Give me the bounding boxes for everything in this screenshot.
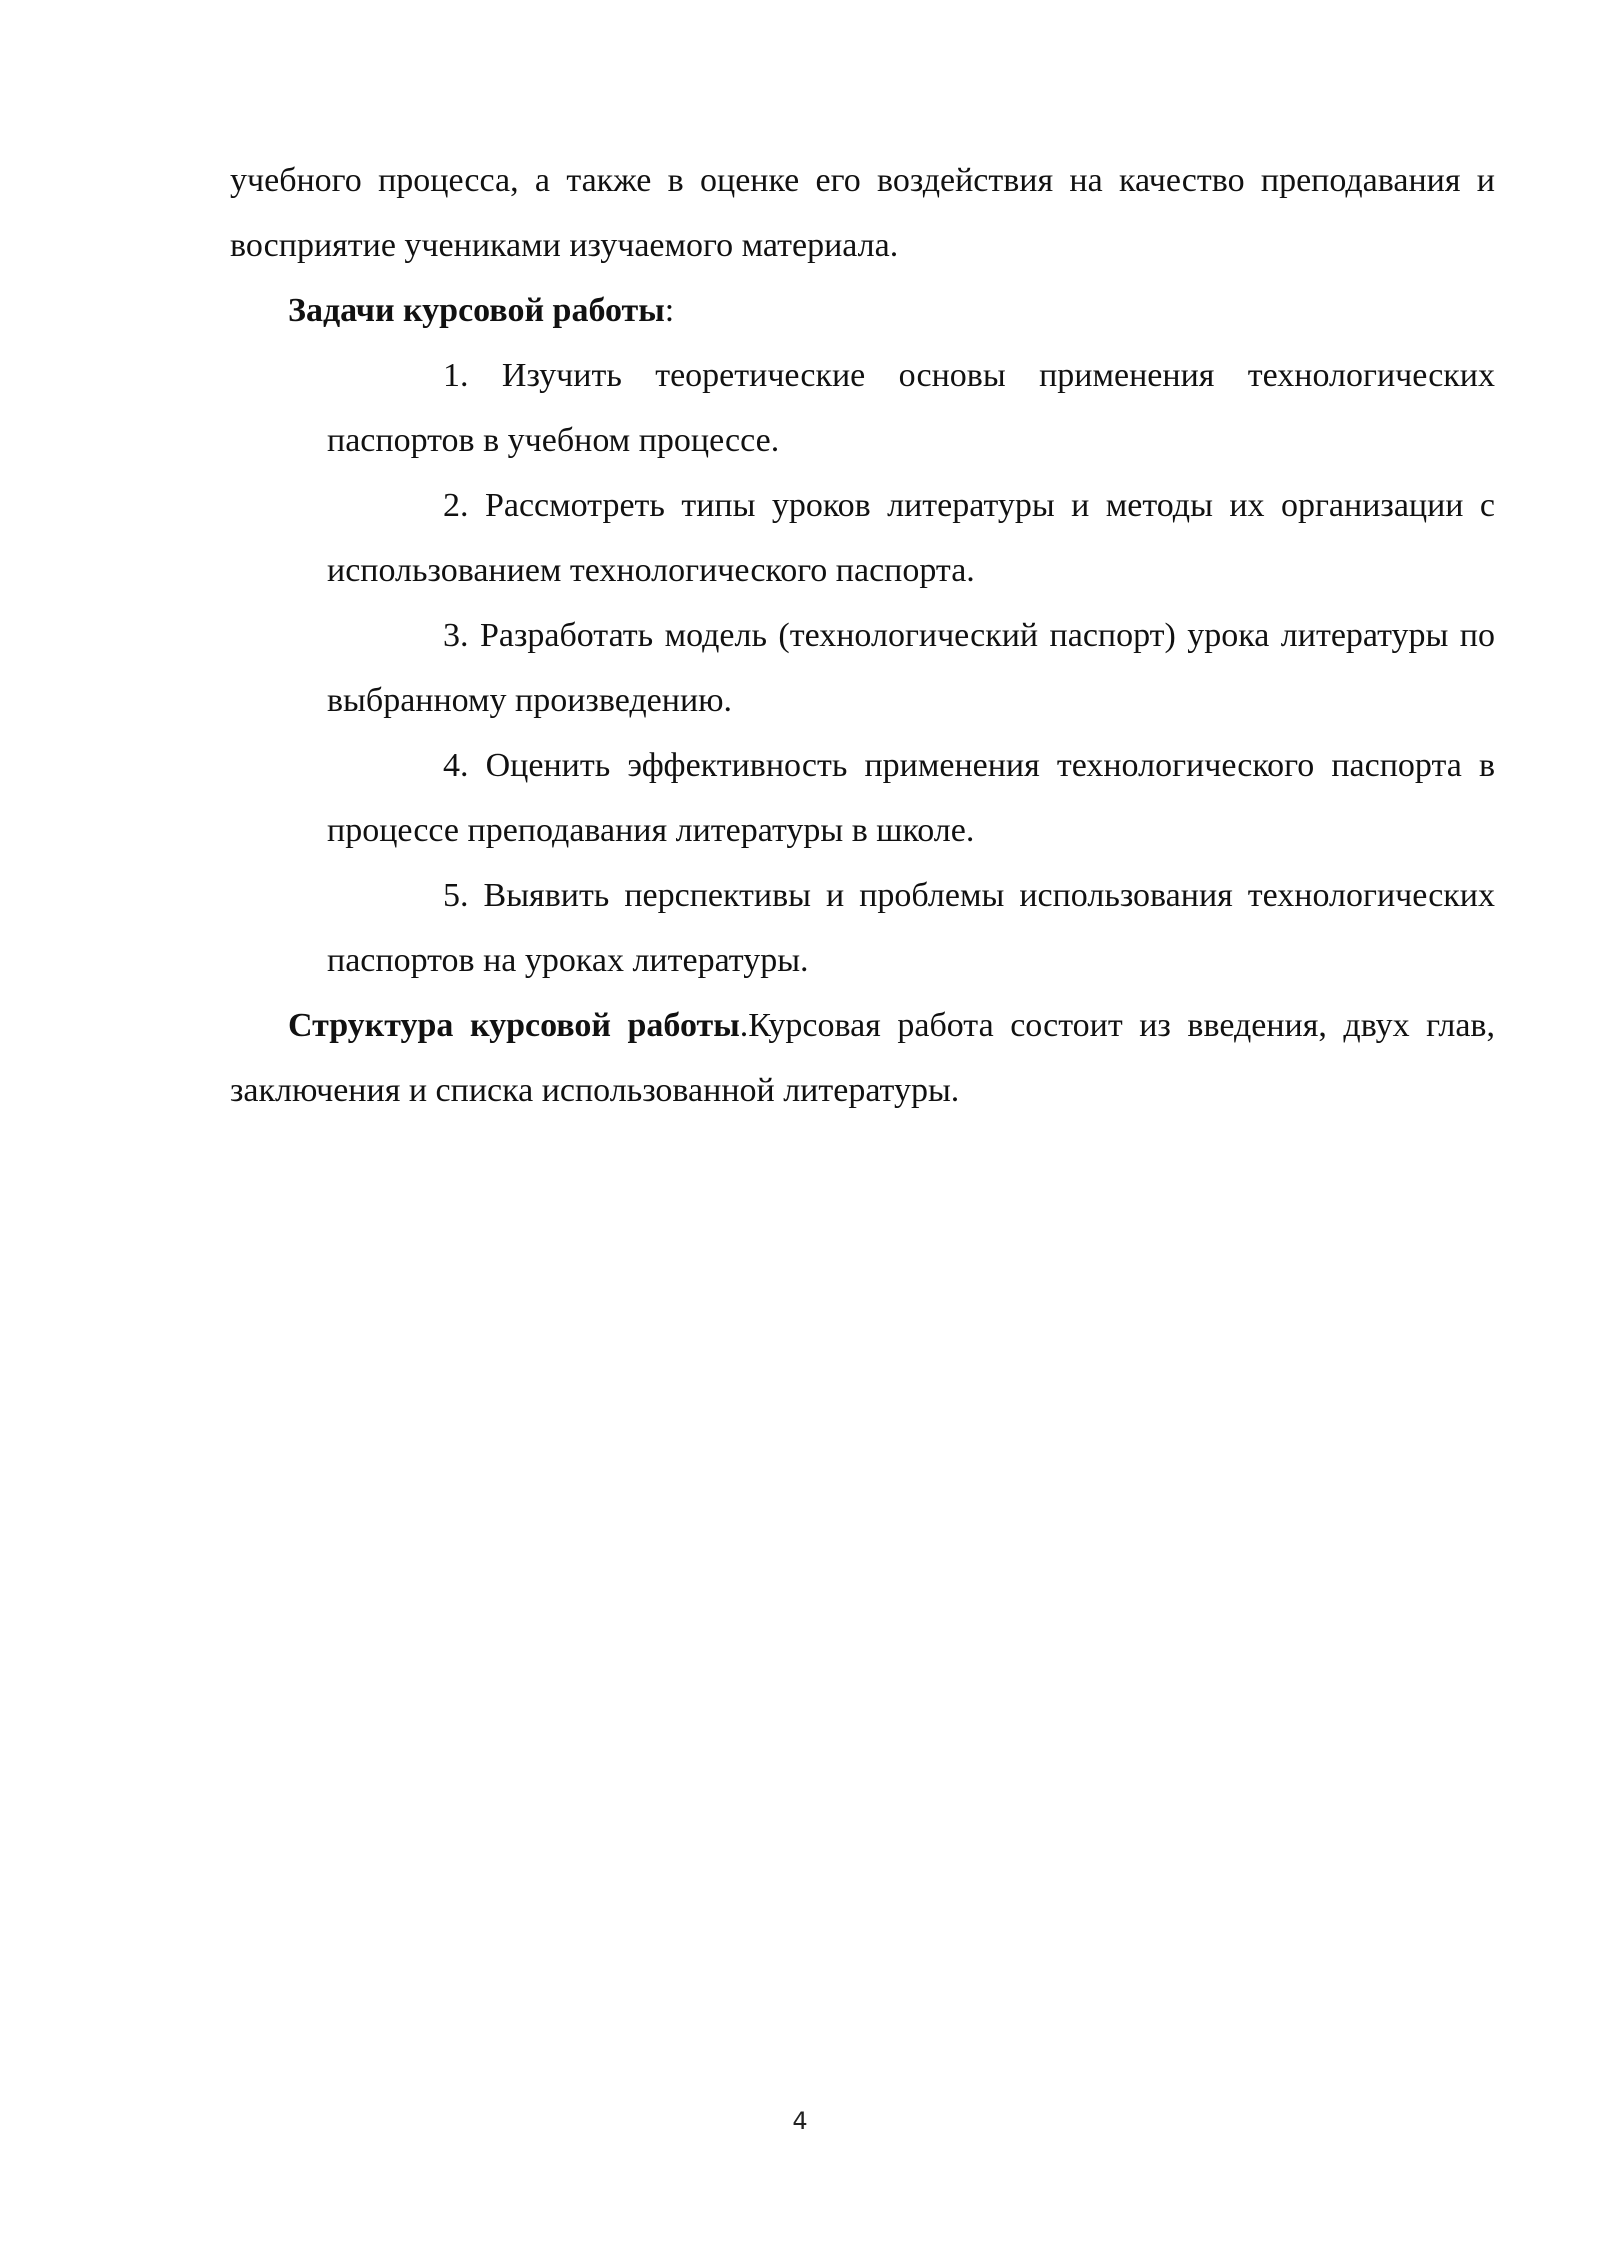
list-item-number: 2. <box>443 487 469 524</box>
structure-heading: Структура курсовой работы <box>288 1007 740 1044</box>
page-number: 4 <box>792 2107 808 2135</box>
list-item <box>327 343 1495 473</box>
list-item-text: Рассмотреть типы уроков литературы и методы их организации с использованием технологического паспорта. <box>327 487 1496 589</box>
tasks-list <box>230 343 1495 993</box>
intro-paragraph <box>230 148 1495 278</box>
list-item-text: Изучить теоретические основы применения технологических паспортов в учебном процессе. <box>327 357 1496 459</box>
intro-text: учебного процесса, а также в оценке его воздействия на качество преподавания и восприятие учениками изучаемого материала. <box>230 162 1495 264</box>
tasks-heading-colon: : <box>664 292 675 329</box>
structure-text: .Курсовая работа состоит из введения, двух глав, заключения и списка использованной литературы. <box>230 1007 1495 1109</box>
list-item <box>327 733 1495 863</box>
list-item-number: 4. <box>443 747 469 784</box>
list-item <box>327 473 1495 603</box>
structure-paragraph <box>230 993 1495 1123</box>
tasks-heading: Задачи курсовой работы <box>288 292 665 329</box>
list-item <box>327 863 1495 993</box>
list-item-number: 1. <box>443 357 469 394</box>
list-item-number: 5. <box>443 877 469 914</box>
list-item-text: Оценить эффективность применения технологического паспорта в процессе преподавания литературы в школе. <box>327 747 1495 849</box>
list-item <box>327 603 1495 733</box>
page-content <box>230 148 1495 1123</box>
list-item-text: Разработать модель (технологический паспорт) урока литературы по выбранному произведению. <box>327 617 1496 719</box>
list-item-number: 3. <box>443 617 469 654</box>
list-item-text: Выявить перспективы и проблемы использования технологических паспортов на уроках литературы. <box>327 877 1496 979</box>
tasks-heading-paragraph <box>230 278 1495 343</box>
